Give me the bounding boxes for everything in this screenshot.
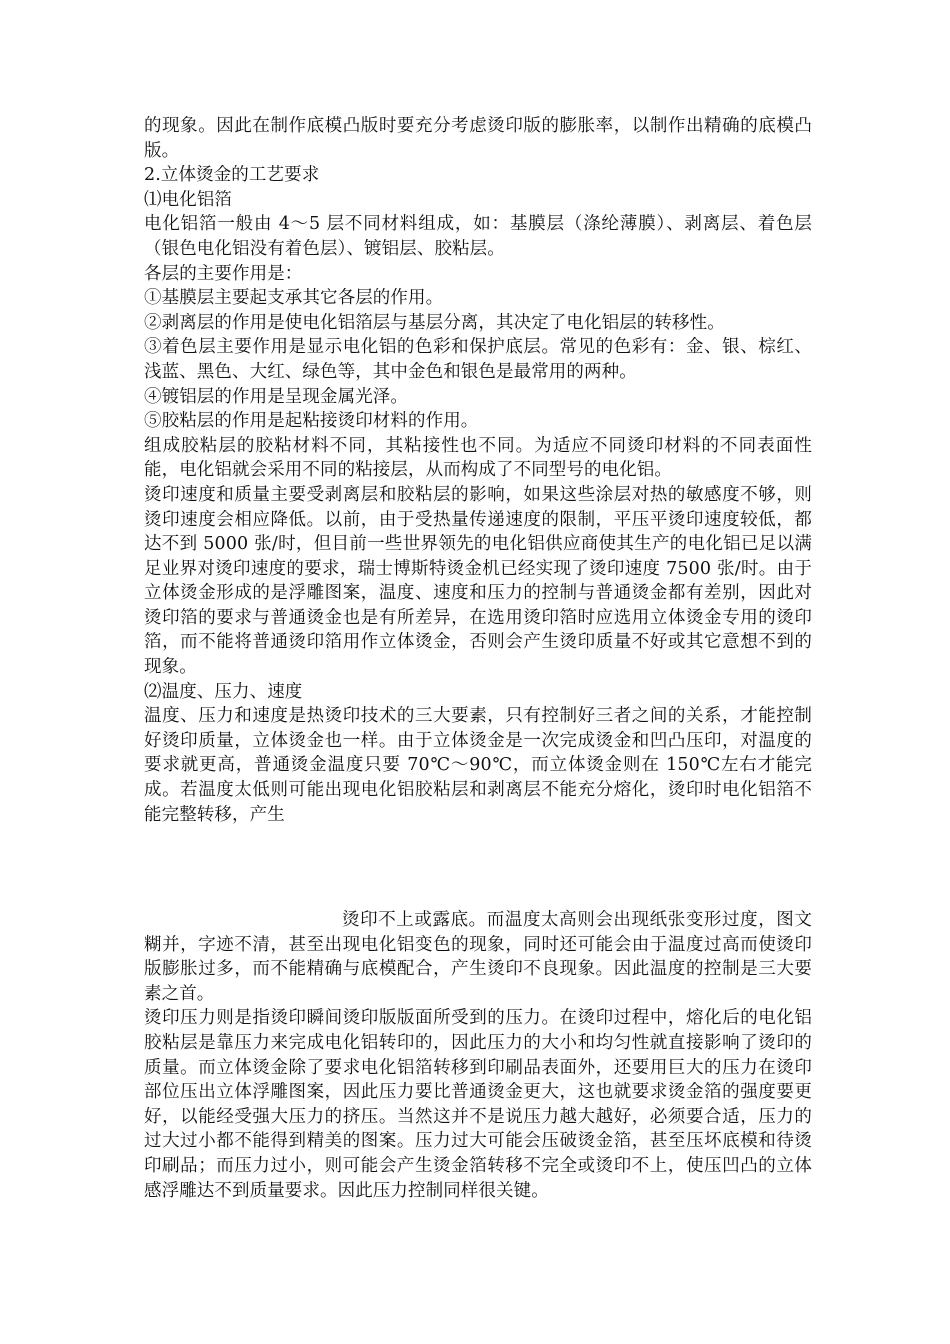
paragraph: 电化铝箔一般由 4～5 层不同材料组成，如：基膜层（涤纶薄膜）、剥离层、着色层（银色电化铝没有着色层）、镀铝层、胶粘层。: [144, 214, 812, 259]
list-item: ②剥离层的作用是使电化铝箔层与基层分离，其决定了电化铝层的转移性。: [144, 312, 725, 333]
paragraph: 组成胶粘层的胶粘材料不同，其粘接性也不同。为适应不同烫印材料的不同表面性能，电化铝就会采用不同的粘接层，从而构成了不同型号的电化铝。: [144, 435, 812, 481]
list-item: ⑤胶粘层的作用是起粘接烫印材料的作用。: [144, 411, 479, 432]
paragraph: 烫印压力则是指烫印瞬间烫印版版面所受到的压力。在烫印过程中，熔化后的电化铝胶粘层是靠压力来完成电化铝转印的，因此压力的大小和均匀性就直接影响了烫印的质量。而立体烫金除了要求电化铝箔转移到印刷品表面外，还要用巨大的压力在烫印部位压出立体浮雕图案，因此压力要比普通烫金更大，这也就要求烫金箔的强度要更好，以能经受强大压力的挤压。当然这并不是说压力越大越好，必须要合适，压力的过大过小都不能得到精美的图案。压力过大可能会压破烫金箔，甚至压坏底模和待烫印刷品；而压力过小，则可能会产生烫金箔转移不完全或烫印不上，使压凹凸的立体感浮雕达不到质量要求。因此压力控制同样很关键。: [144, 1008, 812, 1201]
paragraph: 烫印速度和质量主要受剥离层和胶粘层的影响，如果这些涂层对热的敏感度不够，则烫印速度会相应降低。以前，由于受热量传递速度的限制，平压平烫印速度较低，都达不到 5000 张/时，但目前一些世界领先的电化铝供应商使其生产的电化铝已足以满足业界对烫印速度的要求，瑞士博斯特烫金机已经实现了烫印速度 7500 张/时。由于立体烫金形成的是浮雕图案，温度、速度和压力的控制与普通烫金都有差别，因此对烫印箔的要求与普通烫金也是有所差异，在选用烫印箔时应选用立体烫金专用的烫印箔，而不能将普通烫印箔用作立体烫金，否则会产生烫印质量不好或其它意想不到的现象。: [144, 484, 812, 678]
paragraph-continuation: 烫印不上或露底。而温度太高则会出现纸张变形过度，图文糊并，字迹不清，甚至出现电化铝变色的现象，同时还可能会由于温度过高而使烫印版膨胀过多，而不能精确与底模配合，产生烫印不良现象。因此温度的控制是三大要素之首。: [144, 910, 812, 1004]
paragraph: 各层的主要作用是：: [144, 263, 303, 284]
subsection-heading: ⑵温度、压力、速度: [144, 681, 303, 702]
text-block-upper: [144, 114, 812, 827]
subsection-heading: ⑴电化铝箔: [144, 189, 232, 210]
list-item: ④镀铝层的作用是呈现金属光泽。: [144, 386, 408, 407]
list-item: ①基膜层主要起支承其它各层的作用。: [144, 288, 444, 309]
paragraph: 温度、压力和速度是热烫印技术的三大要素，只有控制好三者之间的关系，才能控制好烫印质量，立体烫金也一样。由于立体烫金是一次完成烫金和凹凸压印，对温度的要求就更高，普通烫金温度只要 70℃～90℃，而立体烫金则在 150℃左右才能完成。若温度太低则可能出现电化铝胶粘层和剥离层不能充分熔化，烫印时电化铝箔不能完整转移，产生: [144, 706, 812, 825]
list-item: ③着色层主要作用是显示电化铝的色彩和保护底层。常见的色彩有：金、银、棕红、浅蓝、黑色、大红、绿色等，其中金色和银色是最常用的两种。: [144, 337, 812, 382]
text-block-lower: [144, 908, 812, 1203]
paragraph-continuation: 的现象。因此在制作底模凸版时要充分考虑烫印版的膨胀率，以制作出精确的底模凸版。: [144, 116, 812, 161]
section-heading: 2.立体烫金的工艺要求: [144, 165, 320, 186]
